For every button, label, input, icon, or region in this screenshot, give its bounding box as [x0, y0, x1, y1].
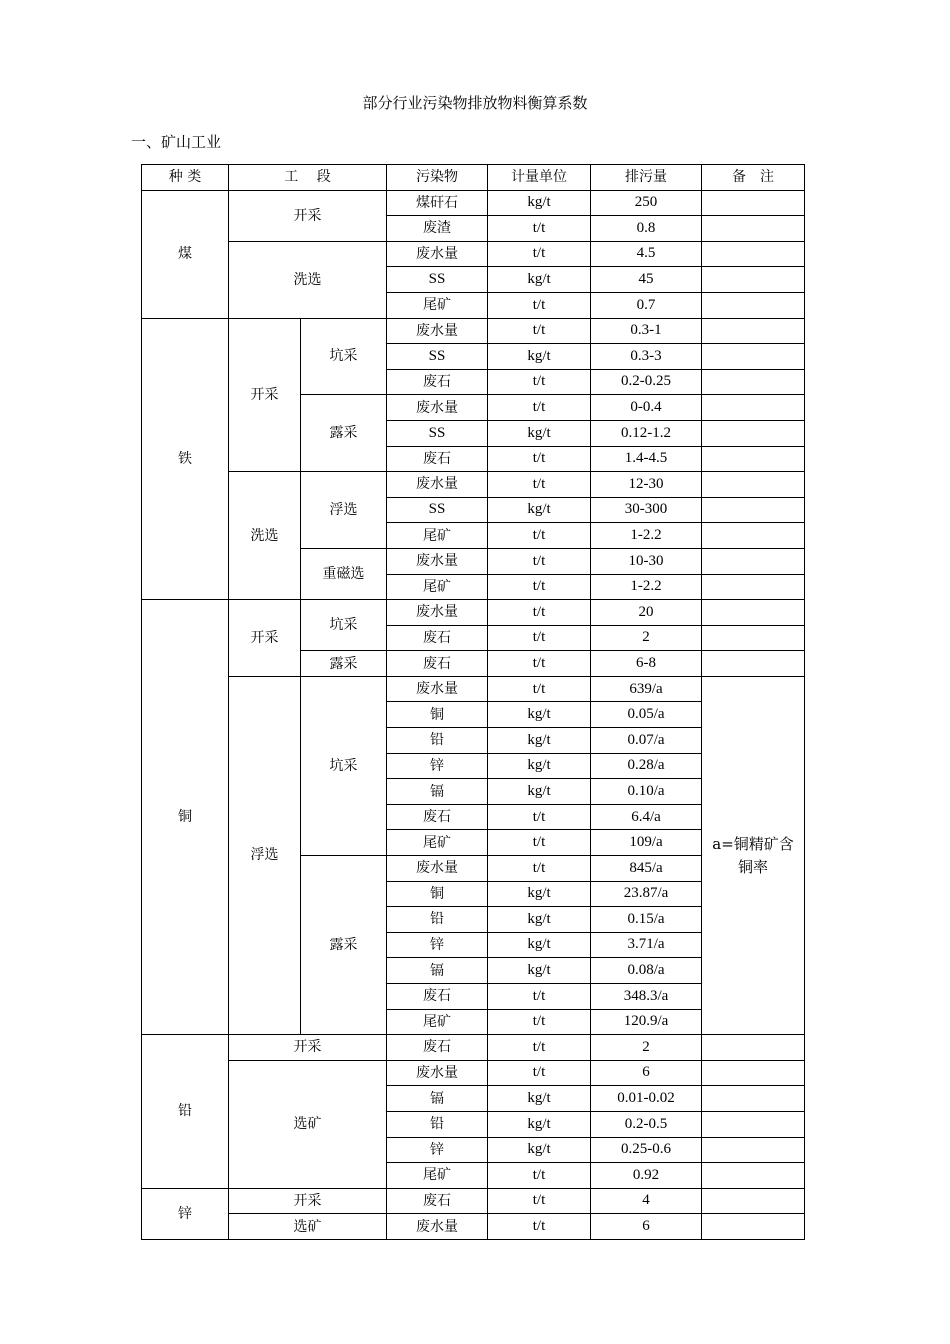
table-row: [142, 1188, 805, 1214]
amount-cell: 23.87/a: [591, 881, 702, 907]
unit-cell: t/t: [488, 676, 591, 702]
remark-cell: [702, 472, 805, 498]
category-cell: 铅: [142, 1035, 229, 1189]
unit-cell: t/t: [488, 1163, 591, 1189]
page-title: 部分行业污染物排放物料衡算系数: [362, 94, 588, 112]
remark-cell: [702, 395, 805, 421]
unit-cell: t/t: [488, 856, 591, 882]
unit-cell: kg/t: [488, 1111, 591, 1137]
table-row: [142, 676, 805, 702]
amount-cell: 45: [591, 267, 702, 293]
pollutant-cell: 煤矸石: [387, 190, 488, 216]
remark-cell: [702, 267, 805, 293]
amount-cell: 1-2.2: [591, 523, 702, 549]
emission-coefficient-table: [141, 164, 805, 1240]
pollutant-cell: 废石: [387, 1188, 488, 1214]
amount-cell: 2: [591, 1035, 702, 1061]
category-cell: 锌: [142, 1188, 229, 1239]
unit-cell: t/t: [488, 651, 591, 677]
stage-cell: 开采: [229, 318, 301, 472]
pollutant-cell: 铅: [387, 907, 488, 933]
amount-cell: 12-30: [591, 472, 702, 498]
unit-cell: t/t: [488, 216, 591, 242]
unit-cell: t/t: [488, 446, 591, 472]
remark-cell: [702, 216, 805, 242]
remark-cell: [702, 369, 805, 395]
pollutant-cell: 废水量: [387, 548, 488, 574]
pollutant-cell: 锌: [387, 753, 488, 779]
unit-cell: kg/t: [488, 779, 591, 805]
table-row: [142, 190, 805, 216]
pollutant-cell: SS: [387, 420, 488, 446]
category-cell: 铜: [142, 600, 229, 1035]
unit-cell: kg/t: [488, 420, 591, 446]
header-pollutant: 污染物: [387, 165, 488, 191]
amount-cell: 10-30: [591, 548, 702, 574]
amount-cell: 1.4-4.5: [591, 446, 702, 472]
amount-cell: 2: [591, 625, 702, 651]
pollutant-cell: 尾矿: [387, 523, 488, 549]
pollutant-cell: 废水量: [387, 600, 488, 626]
unit-cell: kg/t: [488, 497, 591, 523]
remark-cell: [702, 420, 805, 446]
amount-cell: 0.01-0.02: [591, 1086, 702, 1112]
pollutant-cell: 尾矿: [387, 1163, 488, 1189]
amount-cell: 1-2.2: [591, 574, 702, 600]
unit-cell: kg/t: [488, 1137, 591, 1163]
pollutant-cell: 废石: [387, 651, 488, 677]
unit-cell: t/t: [488, 369, 591, 395]
pollutant-cell: 镉: [387, 958, 488, 984]
unit-cell: kg/t: [488, 344, 591, 370]
unit-cell: t/t: [488, 600, 591, 626]
pollutant-cell: 废石: [387, 984, 488, 1010]
pollutant-cell: 废石: [387, 1035, 488, 1061]
amount-cell: 0-0.4: [591, 395, 702, 421]
method-cell: 露采: [301, 651, 387, 677]
remark-cell: [702, 574, 805, 600]
unit-cell: t/t: [488, 574, 591, 600]
pollutant-cell: SS: [387, 497, 488, 523]
remark-cell: [702, 625, 805, 651]
amount-cell: 120.9/a: [591, 1009, 702, 1035]
unit-cell: t/t: [488, 292, 591, 318]
unit-cell: kg/t: [488, 932, 591, 958]
amount-cell: 6: [591, 1060, 702, 1086]
unit-cell: kg/t: [488, 267, 591, 293]
amount-cell: 0.15/a: [591, 907, 702, 933]
stage-cell: 选矿: [229, 1060, 387, 1188]
method-cell: 浮选: [301, 472, 387, 549]
header-amount: 排污量: [591, 165, 702, 191]
table-row: [142, 318, 805, 344]
remark-cell: [702, 446, 805, 472]
amount-cell: 4: [591, 1188, 702, 1214]
pollutant-cell: SS: [387, 344, 488, 370]
method-cell: 露采: [301, 395, 387, 472]
remark-cell: [702, 1111, 805, 1137]
pollutant-cell: 废水量: [387, 1060, 488, 1086]
amount-cell: 0.28/a: [591, 753, 702, 779]
table-row: [142, 1214, 805, 1240]
method-cell: 露采: [301, 856, 387, 1035]
remark-cell: [702, 318, 805, 344]
table-row: [142, 1035, 805, 1061]
stage-cell: 选矿: [229, 1214, 387, 1240]
amount-cell: 3.71/a: [591, 932, 702, 958]
amount-cell: 639/a: [591, 676, 702, 702]
remark-cell: [702, 1214, 805, 1240]
unit-cell: t/t: [488, 395, 591, 421]
table-row: [142, 1060, 805, 1086]
header-stage: 工 段: [229, 165, 387, 191]
amount-cell: 0.7: [591, 292, 702, 318]
category-cell: 煤: [142, 190, 229, 318]
method-cell: 重磁选: [301, 548, 387, 599]
pollutant-cell: 锌: [387, 932, 488, 958]
amount-cell: 845/a: [591, 856, 702, 882]
amount-cell: 250: [591, 190, 702, 216]
unit-cell: t/t: [488, 1009, 591, 1035]
pollutant-cell: 铜: [387, 881, 488, 907]
amount-cell: 0.12-1.2: [591, 420, 702, 446]
amount-cell: 0.08/a: [591, 958, 702, 984]
pollutant-cell: 铅: [387, 728, 488, 754]
stage-cell: 开采: [229, 1035, 387, 1061]
method-cell: 坑采: [301, 676, 387, 855]
amount-cell: 6: [591, 1214, 702, 1240]
pollutant-cell: 尾矿: [387, 830, 488, 856]
pollutant-cell: 废石: [387, 369, 488, 395]
table-row: [142, 472, 805, 498]
pollutant-cell: 镉: [387, 1086, 488, 1112]
unit-cell: t/t: [488, 523, 591, 549]
unit-cell: kg/t: [488, 702, 591, 728]
pollutant-cell: 尾矿: [387, 574, 488, 600]
pollutant-cell: 尾矿: [387, 1009, 488, 1035]
remark-cell: [702, 523, 805, 549]
pollutant-cell: 锌: [387, 1137, 488, 1163]
pollutant-cell: 废水量: [387, 472, 488, 498]
unit-cell: kg/t: [488, 881, 591, 907]
pollutant-cell: 铅: [387, 1111, 488, 1137]
stage-cell: 洗选: [229, 241, 387, 318]
unit-cell: t/t: [488, 625, 591, 651]
amount-cell: 348.3/a: [591, 984, 702, 1010]
method-cell: 坑采: [301, 318, 387, 395]
category-cell: 铁: [142, 318, 229, 600]
unit-cell: kg/t: [488, 728, 591, 754]
amount-cell: 0.10/a: [591, 779, 702, 805]
amount-cell: 109/a: [591, 830, 702, 856]
amount-cell: 0.05/a: [591, 702, 702, 728]
amount-cell: 0.2-0.25: [591, 369, 702, 395]
unit-cell: t/t: [488, 1214, 591, 1240]
remark-cell: [702, 1086, 805, 1112]
amount-cell: 6.4/a: [591, 804, 702, 830]
unit-cell: t/t: [488, 548, 591, 574]
copper-remark-cell: a=铜精矿含铜率: [702, 676, 805, 1034]
amount-cell: 4.5: [591, 241, 702, 267]
unit-cell: t/t: [488, 241, 591, 267]
unit-cell: kg/t: [488, 958, 591, 984]
unit-cell: kg/t: [488, 907, 591, 933]
pollutant-cell: 废水量: [387, 241, 488, 267]
table-header-row: [142, 165, 805, 191]
pollutant-cell: 尾矿: [387, 292, 488, 318]
table-row: [142, 600, 805, 626]
remark-cell: [702, 1035, 805, 1061]
pollutant-cell: 铜: [387, 702, 488, 728]
unit-cell: t/t: [488, 830, 591, 856]
unit-cell: t/t: [488, 1060, 591, 1086]
pollutant-cell: 废水量: [387, 856, 488, 882]
remark-cell: [702, 651, 805, 677]
pollutant-cell: 镉: [387, 779, 488, 805]
pollutant-cell: 废石: [387, 446, 488, 472]
unit-cell: kg/t: [488, 753, 591, 779]
section-heading: 一、矿山工业: [131, 133, 222, 151]
unit-cell: t/t: [488, 1188, 591, 1214]
pollutant-cell: 废石: [387, 804, 488, 830]
amount-cell: 20: [591, 600, 702, 626]
unit-cell: kg/t: [488, 1086, 591, 1112]
unit-cell: t/t: [488, 472, 591, 498]
remark-cell: [702, 1060, 805, 1086]
unit-cell: t/t: [488, 804, 591, 830]
remark-cell: [702, 548, 805, 574]
remark-cell: [702, 600, 805, 626]
remark-cell: [702, 1188, 805, 1214]
pollutant-cell: 废水量: [387, 676, 488, 702]
amount-cell: 0.8: [591, 216, 702, 242]
header-kind: 种 类: [142, 165, 229, 191]
stage-cell: 开采: [229, 190, 387, 241]
stage-cell: 洗选: [229, 472, 301, 600]
remark-cell: [702, 241, 805, 267]
pollutant-cell: 废水量: [387, 1214, 488, 1240]
unit-cell: t/t: [488, 1035, 591, 1061]
stage-cell: 开采: [229, 600, 301, 677]
amount-cell: 0.92: [591, 1163, 702, 1189]
method-cell: 坑采: [301, 600, 387, 651]
amount-cell: 0.07/a: [591, 728, 702, 754]
amount-cell: 0.3-1: [591, 318, 702, 344]
pollutant-cell: 废水量: [387, 318, 488, 344]
unit-cell: kg/t: [488, 190, 591, 216]
remark-cell: [702, 1163, 805, 1189]
remark-cell: [702, 292, 805, 318]
remark-cell: [702, 190, 805, 216]
stage-cell: 开采: [229, 1188, 387, 1214]
pollutant-cell: 废石: [387, 625, 488, 651]
remark-cell: [702, 1137, 805, 1163]
amount-cell: 0.25-0.6: [591, 1137, 702, 1163]
header-remark: 备 注: [702, 165, 805, 191]
amount-cell: 6-8: [591, 651, 702, 677]
table-row: [142, 241, 805, 267]
unit-cell: t/t: [488, 318, 591, 344]
remark-cell: [702, 497, 805, 523]
unit-cell: t/t: [488, 984, 591, 1010]
remark-cell: [702, 344, 805, 370]
amount-cell: 0.2-0.5: [591, 1111, 702, 1137]
pollutant-cell: 废渣: [387, 216, 488, 242]
pollutant-cell: 废水量: [387, 395, 488, 421]
amount-cell: 30-300: [591, 497, 702, 523]
amount-cell: 0.3-3: [591, 344, 702, 370]
stage-cell: 浮选: [229, 676, 301, 1034]
pollutant-cell: SS: [387, 267, 488, 293]
header-unit: 计量单位: [488, 165, 591, 191]
